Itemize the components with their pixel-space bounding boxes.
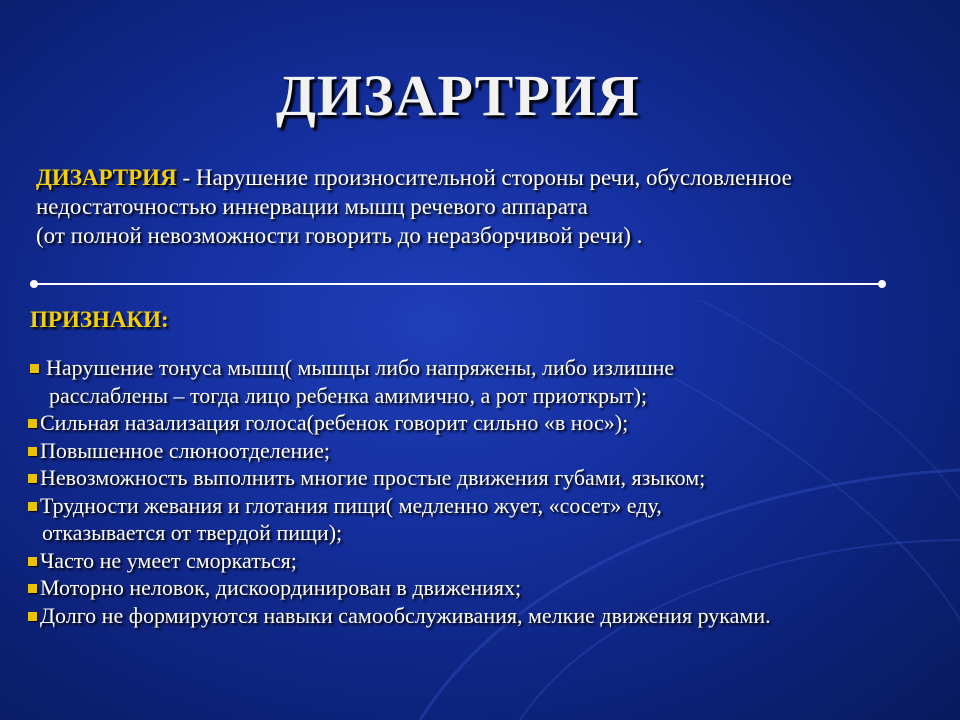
list-item: [24, 437, 940, 465]
list-item: [24, 492, 940, 547]
list-item-line: Нарушение тонуса мышц( мышцы либо напряжены, либо излишне: [46, 355, 675, 380]
list-item-text: Часто не умеет сморкаться;: [40, 547, 297, 573]
definition-line-3: (от полной невозможности говорить до неразборчивой речи) .: [36, 223, 643, 248]
definition-line-1: - Нарушение произносительной стороны речи, обусловленное: [176, 165, 792, 190]
signs-heading: ПРИЗНАКИ:: [30, 307, 169, 332]
list-item-line: отказывается от твердой пищи);: [42, 520, 343, 545]
square-bullet-icon: [28, 474, 37, 483]
list-item-line: расслаблены – тогда лицо ребенка амимично, а рот приоткрыт);: [49, 382, 648, 408]
list-item-text: Повышенное слюноотделение;: [40, 437, 330, 463]
square-bullet-icon: [30, 364, 39, 373]
divider-dot-right: [878, 280, 886, 288]
definition-line-2: недостаточностью иннервации мышц речевого аппарата: [36, 194, 588, 219]
list-item-text: Сильная назализация голоса(ребенок говорит сильно «в нос»);: [40, 410, 629, 435]
square-bullet-icon: [28, 447, 37, 456]
list-item: [24, 464, 940, 492]
list-item-text: Моторно неловок, дискоординирован в движениях;: [40, 575, 522, 600]
list-item-line: Трудности жевания и глотания пищи( медленно жует, «сосет» еду,: [40, 492, 662, 518]
section-divider: [32, 283, 884, 285]
list-item: [24, 354, 940, 409]
divider-dot-left: [30, 280, 38, 288]
list-item: [24, 574, 940, 602]
square-bullet-icon: [28, 557, 37, 566]
square-bullet-icon: [28, 584, 37, 593]
signs-list: [24, 354, 940, 629]
list-item: [24, 602, 940, 630]
list-item: [24, 409, 940, 437]
slide-title: ДИЗАРТРИЯ: [276, 63, 640, 128]
list-item-text: Долго не формируются навыки самообслуживания, мелкие движения руками.: [40, 602, 771, 628]
list-item: [24, 547, 940, 575]
definition-term: ДИЗАРТРИЯ: [36, 165, 177, 190]
definition-paragraph: [36, 163, 936, 250]
square-bullet-icon: [28, 612, 37, 621]
square-bullet-icon: [28, 502, 37, 511]
square-bullet-icon: [28, 419, 37, 428]
list-item-text: Невозможность выполнить многие простые движения губами, языком;: [40, 465, 706, 490]
